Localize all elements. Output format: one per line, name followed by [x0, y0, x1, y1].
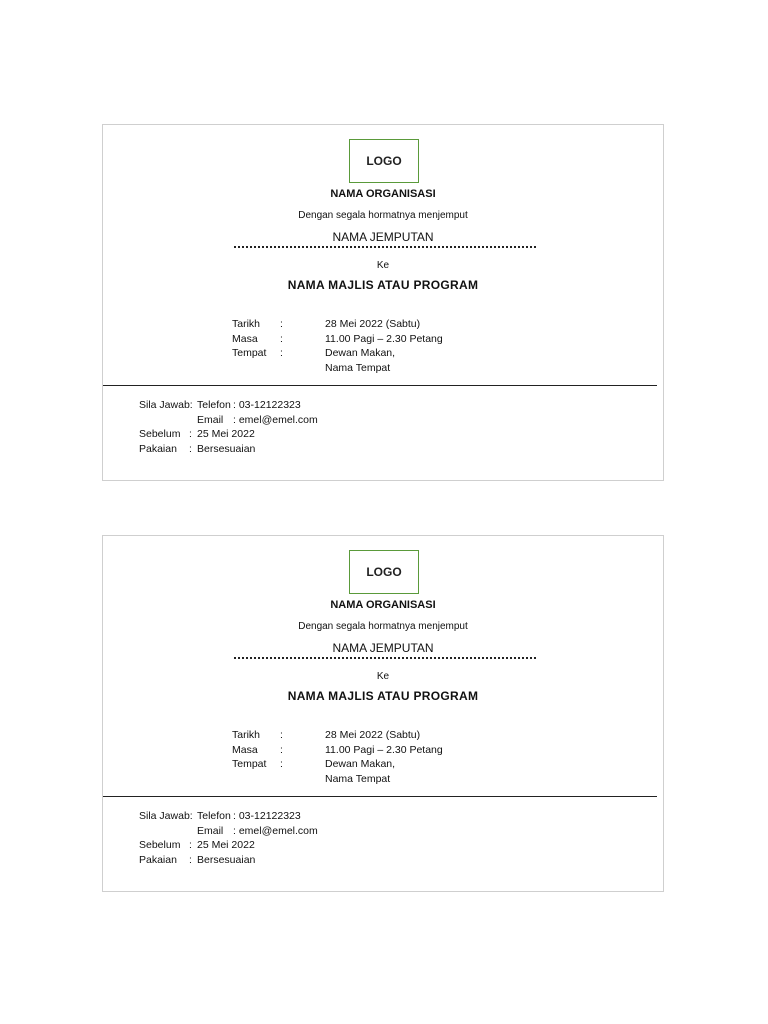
event-details: [232, 317, 443, 375]
tarikh-value: 28 Mei 2022 (Sabtu): [325, 729, 421, 741]
email-label: Email: [197, 824, 224, 837]
invitation-card-1: [102, 124, 664, 481]
tempat-label: Tempat: [232, 758, 267, 770]
tempat-label: Tempat: [232, 347, 267, 359]
reply-row-pakaian: [139, 853, 318, 868]
masa-label: Masa: [232, 332, 258, 345]
colon: :: [189, 839, 192, 851]
program-name: NAMA MAJLIS ATAU PROGRAM: [287, 278, 479, 292]
sebelum-value: 25 Mei 2022: [197, 839, 255, 851]
divider-line: [103, 796, 657, 797]
colon: :: [280, 332, 283, 345]
detail-row-tarikh: [232, 317, 443, 332]
sila-jawab-label: Sila Jawab:: [139, 810, 193, 822]
masa-label: Masa: [232, 743, 258, 756]
pakaian-label: Pakaian: [139, 853, 177, 866]
reply-section: [139, 809, 318, 867]
tempat-value-2: Nama Tempat: [325, 772, 391, 785]
email-label: Email: [197, 413, 224, 426]
telefon-label: Telefon: [197, 810, 231, 822]
tempat-value-2: Nama Tempat: [325, 361, 391, 374]
colon: :: [280, 743, 283, 756]
colon: :: [189, 442, 192, 455]
invite-text: Dengan segala hormatnya menjemput: [298, 210, 468, 221]
guest-name: NAMA JEMPUTAN: [332, 230, 434, 244]
tarikh-label: Tarikh: [232, 318, 261, 330]
logo-placeholder: LOGO: [349, 139, 419, 183]
colon: :: [280, 729, 283, 741]
ke-text: Ke: [376, 260, 390, 271]
reply-row-sebelum: [139, 838, 318, 853]
detail-row-tempat-2: [232, 361, 443, 376]
dotted-line: [234, 246, 536, 248]
colon: :: [280, 758, 283, 770]
telefon-value: : 03-12122323: [233, 399, 301, 411]
dotted-line: [234, 657, 536, 659]
invitation-card-2: [102, 535, 664, 892]
tempat-value: Dewan Makan,: [325, 758, 396, 770]
organization-name: NAMA ORGANISASI: [330, 188, 436, 200]
pakaian-value: Bersesuaian: [197, 442, 256, 455]
telefon-label: Telefon: [197, 399, 231, 411]
tarikh-value: 28 Mei 2022 (Sabtu): [325, 318, 421, 330]
masa-value: 11.00 Pagi – 2.30 Petang: [325, 332, 443, 345]
event-details: [232, 728, 443, 786]
detail-row-tempat: [232, 757, 443, 772]
reply-row-pakaian: [139, 442, 318, 457]
reply-section: [139, 398, 318, 456]
program-name: NAMA MAJLIS ATAU PROGRAM: [287, 689, 479, 703]
tempat-value: Dewan Makan,: [325, 347, 396, 359]
reply-row-sebelum: [139, 427, 318, 442]
pakaian-label: Pakaian: [139, 442, 177, 455]
masa-value: 11.00 Pagi – 2.30 Petang: [325, 743, 443, 756]
email-value: : emel@emel.com: [233, 413, 318, 426]
detail-row-tempat: [232, 346, 443, 361]
ke-text: Ke: [376, 671, 390, 682]
reply-row-telefon: [139, 398, 318, 413]
detail-row-masa: [232, 332, 443, 347]
sebelum-value: 25 Mei 2022: [197, 428, 255, 440]
logo-placeholder: LOGO: [349, 550, 419, 594]
reply-row-email: [139, 824, 318, 839]
colon: :: [280, 347, 283, 359]
colon: :: [189, 428, 192, 440]
detail-row-masa: [232, 743, 443, 758]
guest-name: NAMA JEMPUTAN: [332, 641, 434, 655]
colon: :: [280, 318, 283, 330]
reply-row-telefon: [139, 809, 318, 824]
organization-name: NAMA ORGANISASI: [330, 599, 436, 611]
tarikh-label: Tarikh: [232, 729, 261, 741]
sila-jawab-label: Sila Jawab:: [139, 399, 193, 411]
sebelum-label: Sebelum: [139, 839, 181, 851]
pakaian-value: Bersesuaian: [197, 853, 256, 866]
divider-line: [103, 385, 657, 386]
sebelum-label: Sebelum: [139, 428, 181, 440]
colon: :: [189, 853, 192, 866]
detail-row-tarikh: [232, 728, 443, 743]
invite-text: Dengan segala hormatnya menjemput: [298, 621, 468, 632]
reply-row-email: [139, 413, 318, 428]
email-value: : emel@emel.com: [233, 824, 318, 837]
telefon-value: : 03-12122323: [233, 810, 301, 822]
detail-row-tempat-2: [232, 772, 443, 787]
